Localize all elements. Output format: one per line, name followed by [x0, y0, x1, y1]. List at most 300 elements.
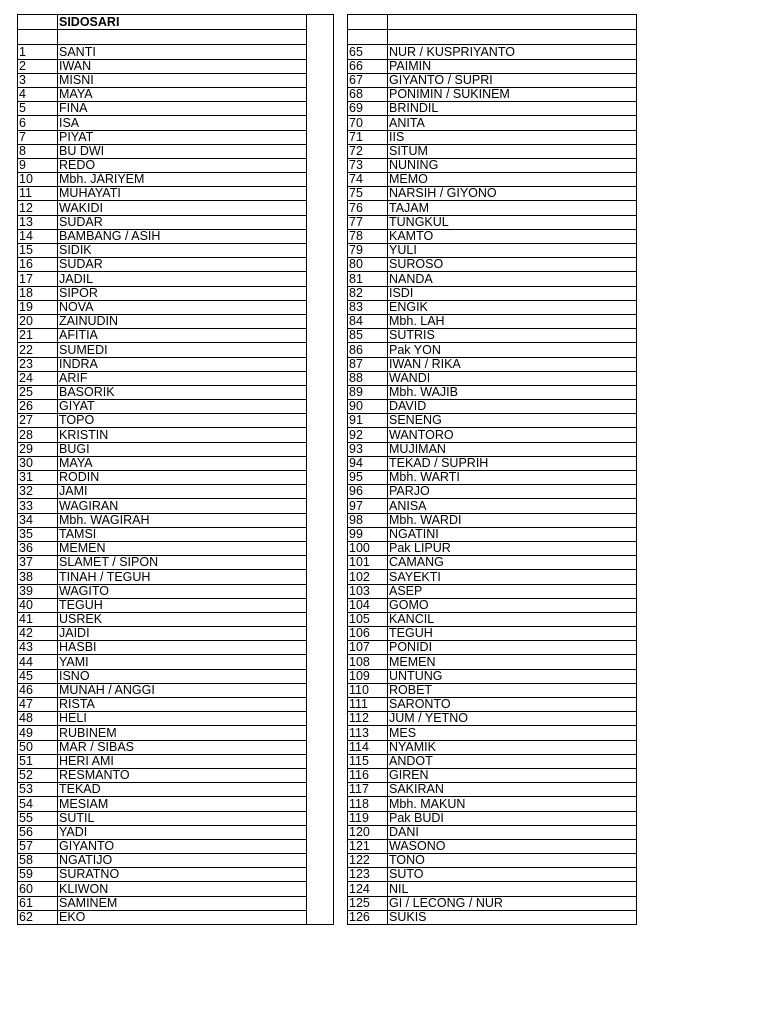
table-row	[18, 258, 334, 272]
row-number: 51	[18, 754, 58, 768]
row-name: SURATNO	[58, 868, 307, 882]
left-name-table	[17, 14, 334, 925]
table-row	[18, 541, 334, 555]
table-row	[348, 400, 637, 414]
row-name: TEKAD	[58, 783, 307, 797]
row-number: 76	[348, 201, 388, 215]
row-name: MAR / SIBAS	[58, 740, 307, 754]
row-name: BASORIK	[58, 385, 307, 399]
row-name: WAKIDI	[58, 201, 307, 215]
row-name: TUNGKUL	[388, 215, 637, 229]
table-row	[348, 286, 637, 300]
row-number: 50	[18, 740, 58, 754]
row-name: WAGIRAN	[58, 499, 307, 513]
left-blank-row	[18, 30, 334, 45]
row-number: 91	[348, 414, 388, 428]
row-name: Mbh. MAKUN	[388, 797, 637, 811]
row-number: 60	[18, 882, 58, 896]
table-row	[348, 740, 637, 754]
table-row	[18, 740, 334, 754]
row-number: 53	[18, 783, 58, 797]
row-name: GIYANTO / SUPRI	[388, 73, 637, 87]
row-name: ASEP	[388, 584, 637, 598]
table-row	[18, 768, 334, 782]
row-name: HERI AMI	[58, 754, 307, 768]
row-name: JAIDI	[58, 627, 307, 641]
row-name: Pak BUDI	[388, 811, 637, 825]
row-number: 44	[18, 655, 58, 669]
table-row	[348, 229, 637, 243]
table-row	[18, 882, 334, 896]
table-row	[18, 811, 334, 825]
table-row	[18, 400, 334, 414]
row-number: 43	[18, 641, 58, 655]
row-number: 41	[18, 612, 58, 626]
table-row	[348, 839, 637, 853]
row-name: SIDIK	[58, 244, 307, 258]
row-name: DANI	[388, 825, 637, 839]
table-row	[18, 556, 334, 570]
table-row	[18, 896, 334, 910]
row-number: 21	[18, 329, 58, 343]
row-name: SLAMET / SIPON	[58, 556, 307, 570]
row-number: 103	[348, 584, 388, 598]
row-number: 95	[348, 471, 388, 485]
left-table-body	[18, 15, 334, 925]
row-name: ANDOT	[388, 754, 637, 768]
row-name: SANTI	[58, 45, 307, 59]
row-number: 102	[348, 570, 388, 584]
table-row	[18, 428, 334, 442]
table-row	[348, 825, 637, 839]
table-row	[18, 414, 334, 428]
row-name: DAVID	[388, 400, 637, 414]
row-name: ISA	[58, 116, 307, 130]
table-row	[348, 45, 637, 59]
table-row	[348, 499, 637, 513]
row-number: 112	[348, 712, 388, 726]
row-number: 2	[18, 59, 58, 73]
table-row	[348, 882, 637, 896]
row-name: SUDAR	[58, 258, 307, 272]
left-blank-number-cell	[18, 30, 58, 45]
table-row	[18, 272, 334, 286]
table-row	[348, 173, 637, 187]
table-row	[18, 641, 334, 655]
left-header-title: SIDOSARI	[58, 15, 307, 30]
row-name: YAMI	[58, 655, 307, 669]
row-name: NANDA	[388, 272, 637, 286]
table-row	[348, 215, 637, 229]
row-name: NUR / KUSPRIYANTO	[388, 45, 637, 59]
table-row	[348, 868, 637, 882]
table-row	[348, 442, 637, 456]
row-name: Pak YON	[388, 343, 637, 357]
table-row	[348, 683, 637, 697]
row-number: 8	[18, 144, 58, 158]
table-row	[348, 385, 637, 399]
row-name: MAYA	[58, 456, 307, 470]
row-number: 58	[18, 854, 58, 868]
row-name: Pak LIPUR	[388, 541, 637, 555]
row-number: 104	[348, 598, 388, 612]
row-name: TAJAM	[388, 201, 637, 215]
table-row	[348, 300, 637, 314]
row-name: TINAH / TEGUH	[58, 570, 307, 584]
row-number: 33	[18, 499, 58, 513]
row-number: 94	[348, 456, 388, 470]
table-row	[348, 584, 637, 598]
table-row	[348, 102, 637, 116]
table-row	[348, 428, 637, 442]
table-row	[18, 314, 334, 328]
table-row	[18, 598, 334, 612]
row-number: 72	[348, 144, 388, 158]
row-name: TOPO	[58, 414, 307, 428]
row-name: Mbh. WARDI	[388, 513, 637, 527]
row-number: 108	[348, 655, 388, 669]
table-row	[18, 87, 334, 101]
right-header-number-cell	[348, 15, 388, 30]
table-row	[18, 513, 334, 527]
table-row	[348, 116, 637, 130]
row-number: 117	[348, 783, 388, 797]
row-number: 3	[18, 73, 58, 87]
table-row	[18, 144, 334, 158]
table-row	[18, 627, 334, 641]
row-number: 84	[348, 314, 388, 328]
table-row	[18, 527, 334, 541]
row-name: Mbh. WAJIB	[388, 385, 637, 399]
table-row	[18, 456, 334, 470]
row-name: RUBINEM	[58, 726, 307, 740]
row-number: 89	[348, 385, 388, 399]
row-name: JAMI	[58, 485, 307, 499]
row-name: MEMEN	[388, 655, 637, 669]
row-number: 16	[18, 258, 58, 272]
row-name: PAIMIN	[388, 59, 637, 73]
table-row	[348, 158, 637, 172]
table-row	[348, 712, 637, 726]
row-number: 90	[348, 400, 388, 414]
row-number: 113	[348, 726, 388, 740]
row-number: 19	[18, 300, 58, 314]
row-number: 39	[18, 584, 58, 598]
row-name: JADIL	[58, 272, 307, 286]
table-row	[18, 329, 334, 343]
table-row	[348, 343, 637, 357]
row-number: 126	[348, 910, 388, 924]
right-blank-number-cell	[348, 30, 388, 45]
table-row	[348, 329, 637, 343]
table-row	[18, 825, 334, 839]
row-number: 28	[18, 428, 58, 442]
row-name: Mbh. WAGIRAH	[58, 513, 307, 527]
table-row	[18, 102, 334, 116]
table-row	[18, 471, 334, 485]
table-row	[18, 371, 334, 385]
row-name: RISTA	[58, 698, 307, 712]
row-name: CAMANG	[388, 556, 637, 570]
row-name: RESMANTO	[58, 768, 307, 782]
row-number: 26	[18, 400, 58, 414]
table-row	[18, 669, 334, 683]
row-number: 22	[18, 343, 58, 357]
table-row	[18, 300, 334, 314]
left-blank-name-cell	[58, 30, 307, 45]
row-number: 81	[348, 272, 388, 286]
row-number: 61	[18, 896, 58, 910]
table-row	[348, 144, 637, 158]
row-number: 125	[348, 896, 388, 910]
table-row	[348, 371, 637, 385]
row-name: SARONTO	[388, 698, 637, 712]
row-number: 31	[18, 471, 58, 485]
table-row	[348, 258, 637, 272]
row-number: 25	[18, 385, 58, 399]
row-name: GIYANTO	[58, 839, 307, 853]
row-number: 75	[348, 187, 388, 201]
row-name: MUNAH / ANGGI	[58, 683, 307, 697]
row-name: ARIF	[58, 371, 307, 385]
row-number: 65	[348, 45, 388, 59]
row-number: 123	[348, 868, 388, 882]
table-row	[348, 187, 637, 201]
row-name: PIYAT	[58, 130, 307, 144]
table-row	[18, 783, 334, 797]
row-name: BRINDIL	[388, 102, 637, 116]
row-name: SUKIS	[388, 910, 637, 924]
table-row	[18, 385, 334, 399]
table-row	[18, 286, 334, 300]
row-name: SUTIL	[58, 811, 307, 825]
table-row	[18, 726, 334, 740]
row-name: IWAN	[58, 59, 307, 73]
table-row	[18, 683, 334, 697]
row-number: 7	[18, 130, 58, 144]
table-row	[348, 669, 637, 683]
row-number: 78	[348, 229, 388, 243]
row-name: MAYA	[58, 87, 307, 101]
row-number: 115	[348, 754, 388, 768]
row-name: HELI	[58, 712, 307, 726]
table-row	[348, 201, 637, 215]
right-blank-row	[348, 30, 637, 45]
row-number: 38	[18, 570, 58, 584]
table-row	[348, 59, 637, 73]
row-number: 101	[348, 556, 388, 570]
row-number: 97	[348, 499, 388, 513]
row-number: 49	[18, 726, 58, 740]
row-name: SUTO	[388, 868, 637, 882]
row-number: 83	[348, 300, 388, 314]
table-row	[18, 612, 334, 626]
row-number: 69	[348, 102, 388, 116]
row-number: 9	[18, 158, 58, 172]
row-number: 85	[348, 329, 388, 343]
row-name: ROBET	[388, 683, 637, 697]
table-row	[348, 797, 637, 811]
row-number: 68	[348, 87, 388, 101]
row-number: 66	[348, 59, 388, 73]
table-row	[18, 797, 334, 811]
table-row	[348, 655, 637, 669]
row-name: MES	[388, 726, 637, 740]
table-row	[348, 272, 637, 286]
row-number: 111	[348, 698, 388, 712]
table-row	[18, 655, 334, 669]
row-number: 52	[18, 768, 58, 782]
table-row	[348, 854, 637, 868]
table-row	[18, 45, 334, 59]
row-name: NARSIH / GIYONO	[388, 187, 637, 201]
row-number: 27	[18, 414, 58, 428]
row-name: Mbh. WARTI	[388, 471, 637, 485]
table-row	[18, 116, 334, 130]
row-name: SAYEKTI	[388, 570, 637, 584]
table-row	[18, 158, 334, 172]
row-number: 105	[348, 612, 388, 626]
row-name: Mbh. JARIYEM	[58, 173, 307, 187]
table-row	[18, 584, 334, 598]
row-number: 109	[348, 669, 388, 683]
table-row	[348, 910, 637, 924]
right-table-body	[348, 15, 637, 925]
row-name: SIPOR	[58, 286, 307, 300]
row-number: 17	[18, 272, 58, 286]
table-row	[18, 357, 334, 371]
row-name: YULI	[388, 244, 637, 258]
row-name: SAKIRAN	[388, 783, 637, 797]
row-number: 15	[18, 244, 58, 258]
row-number: 88	[348, 371, 388, 385]
row-name: ANITA	[388, 116, 637, 130]
row-name: UNTUNG	[388, 669, 637, 683]
row-number: 87	[348, 357, 388, 371]
row-number: 55	[18, 811, 58, 825]
left-header-row	[18, 15, 334, 30]
row-number: 73	[348, 158, 388, 172]
row-number: 37	[18, 556, 58, 570]
table-row	[348, 314, 637, 328]
table-row	[18, 59, 334, 73]
table-row	[18, 839, 334, 853]
row-name: PONIMIN / SUKINEM	[388, 87, 637, 101]
row-number: 82	[348, 286, 388, 300]
row-name: BAMBANG / ASIH	[58, 229, 307, 243]
table-row	[348, 87, 637, 101]
table-row	[348, 627, 637, 641]
row-number: 24	[18, 371, 58, 385]
row-number: 1	[18, 45, 58, 59]
table-row	[18, 187, 334, 201]
row-name: MISNI	[58, 73, 307, 87]
row-name: HASBI	[58, 641, 307, 655]
row-name: WANTORO	[388, 428, 637, 442]
right-header-row	[348, 15, 637, 30]
right-name-table	[347, 14, 637, 925]
row-number: 56	[18, 825, 58, 839]
row-name: SENENG	[388, 414, 637, 428]
row-name: ISDI	[388, 286, 637, 300]
row-number: 14	[18, 229, 58, 243]
row-name: SAMINEM	[58, 896, 307, 910]
table-row	[18, 173, 334, 187]
row-name: NYAMIK	[388, 740, 637, 754]
row-number: 11	[18, 187, 58, 201]
row-number: 119	[348, 811, 388, 825]
row-number: 12	[18, 201, 58, 215]
table-row	[18, 570, 334, 584]
row-name: ENGIK	[388, 300, 637, 314]
row-number: 18	[18, 286, 58, 300]
table-row	[348, 73, 637, 87]
row-number: 13	[18, 215, 58, 229]
row-number: 80	[348, 258, 388, 272]
row-number: 47	[18, 698, 58, 712]
table-row	[348, 556, 637, 570]
row-name: Mbh. LAH	[388, 314, 637, 328]
table-row	[348, 456, 637, 470]
table-row	[348, 598, 637, 612]
row-number: 20	[18, 314, 58, 328]
table-row	[18, 854, 334, 868]
table-row	[18, 215, 334, 229]
row-name: SUTRIS	[388, 329, 637, 343]
table-row	[348, 471, 637, 485]
row-name: ANISA	[388, 499, 637, 513]
row-number: 71	[348, 130, 388, 144]
row-number: 34	[18, 513, 58, 527]
table-row	[18, 499, 334, 513]
row-name: WANDI	[388, 371, 637, 385]
table-row	[348, 896, 637, 910]
row-name: NGATINI	[388, 527, 637, 541]
row-number: 42	[18, 627, 58, 641]
row-number: 57	[18, 839, 58, 853]
row-name: TEKAD / SUPRIH	[388, 456, 637, 470]
table-row	[348, 527, 637, 541]
table-row	[348, 357, 637, 371]
row-number: 4	[18, 87, 58, 101]
row-number: 110	[348, 683, 388, 697]
table-row	[348, 641, 637, 655]
row-name: IIS	[388, 130, 637, 144]
row-name: INDRA	[58, 357, 307, 371]
row-name: USREK	[58, 612, 307, 626]
row-number: 30	[18, 456, 58, 470]
row-name: RODIN	[58, 471, 307, 485]
row-name: GOMO	[388, 598, 637, 612]
row-number: 120	[348, 825, 388, 839]
row-number: 96	[348, 485, 388, 499]
row-number: 122	[348, 854, 388, 868]
row-name: TAMSI	[58, 527, 307, 541]
row-number: 46	[18, 683, 58, 697]
row-name: MEMEN	[58, 541, 307, 555]
row-name: NGATIJO	[58, 854, 307, 868]
row-number: 70	[348, 116, 388, 130]
table-row	[18, 201, 334, 215]
row-name: NOVA	[58, 300, 307, 314]
row-number: 62	[18, 910, 58, 924]
row-number: 79	[348, 244, 388, 258]
row-name: YADI	[58, 825, 307, 839]
row-number: 67	[348, 73, 388, 87]
table-row	[18, 229, 334, 243]
row-name: MUJIMAN	[388, 442, 637, 456]
row-name: KANCIL	[388, 612, 637, 626]
